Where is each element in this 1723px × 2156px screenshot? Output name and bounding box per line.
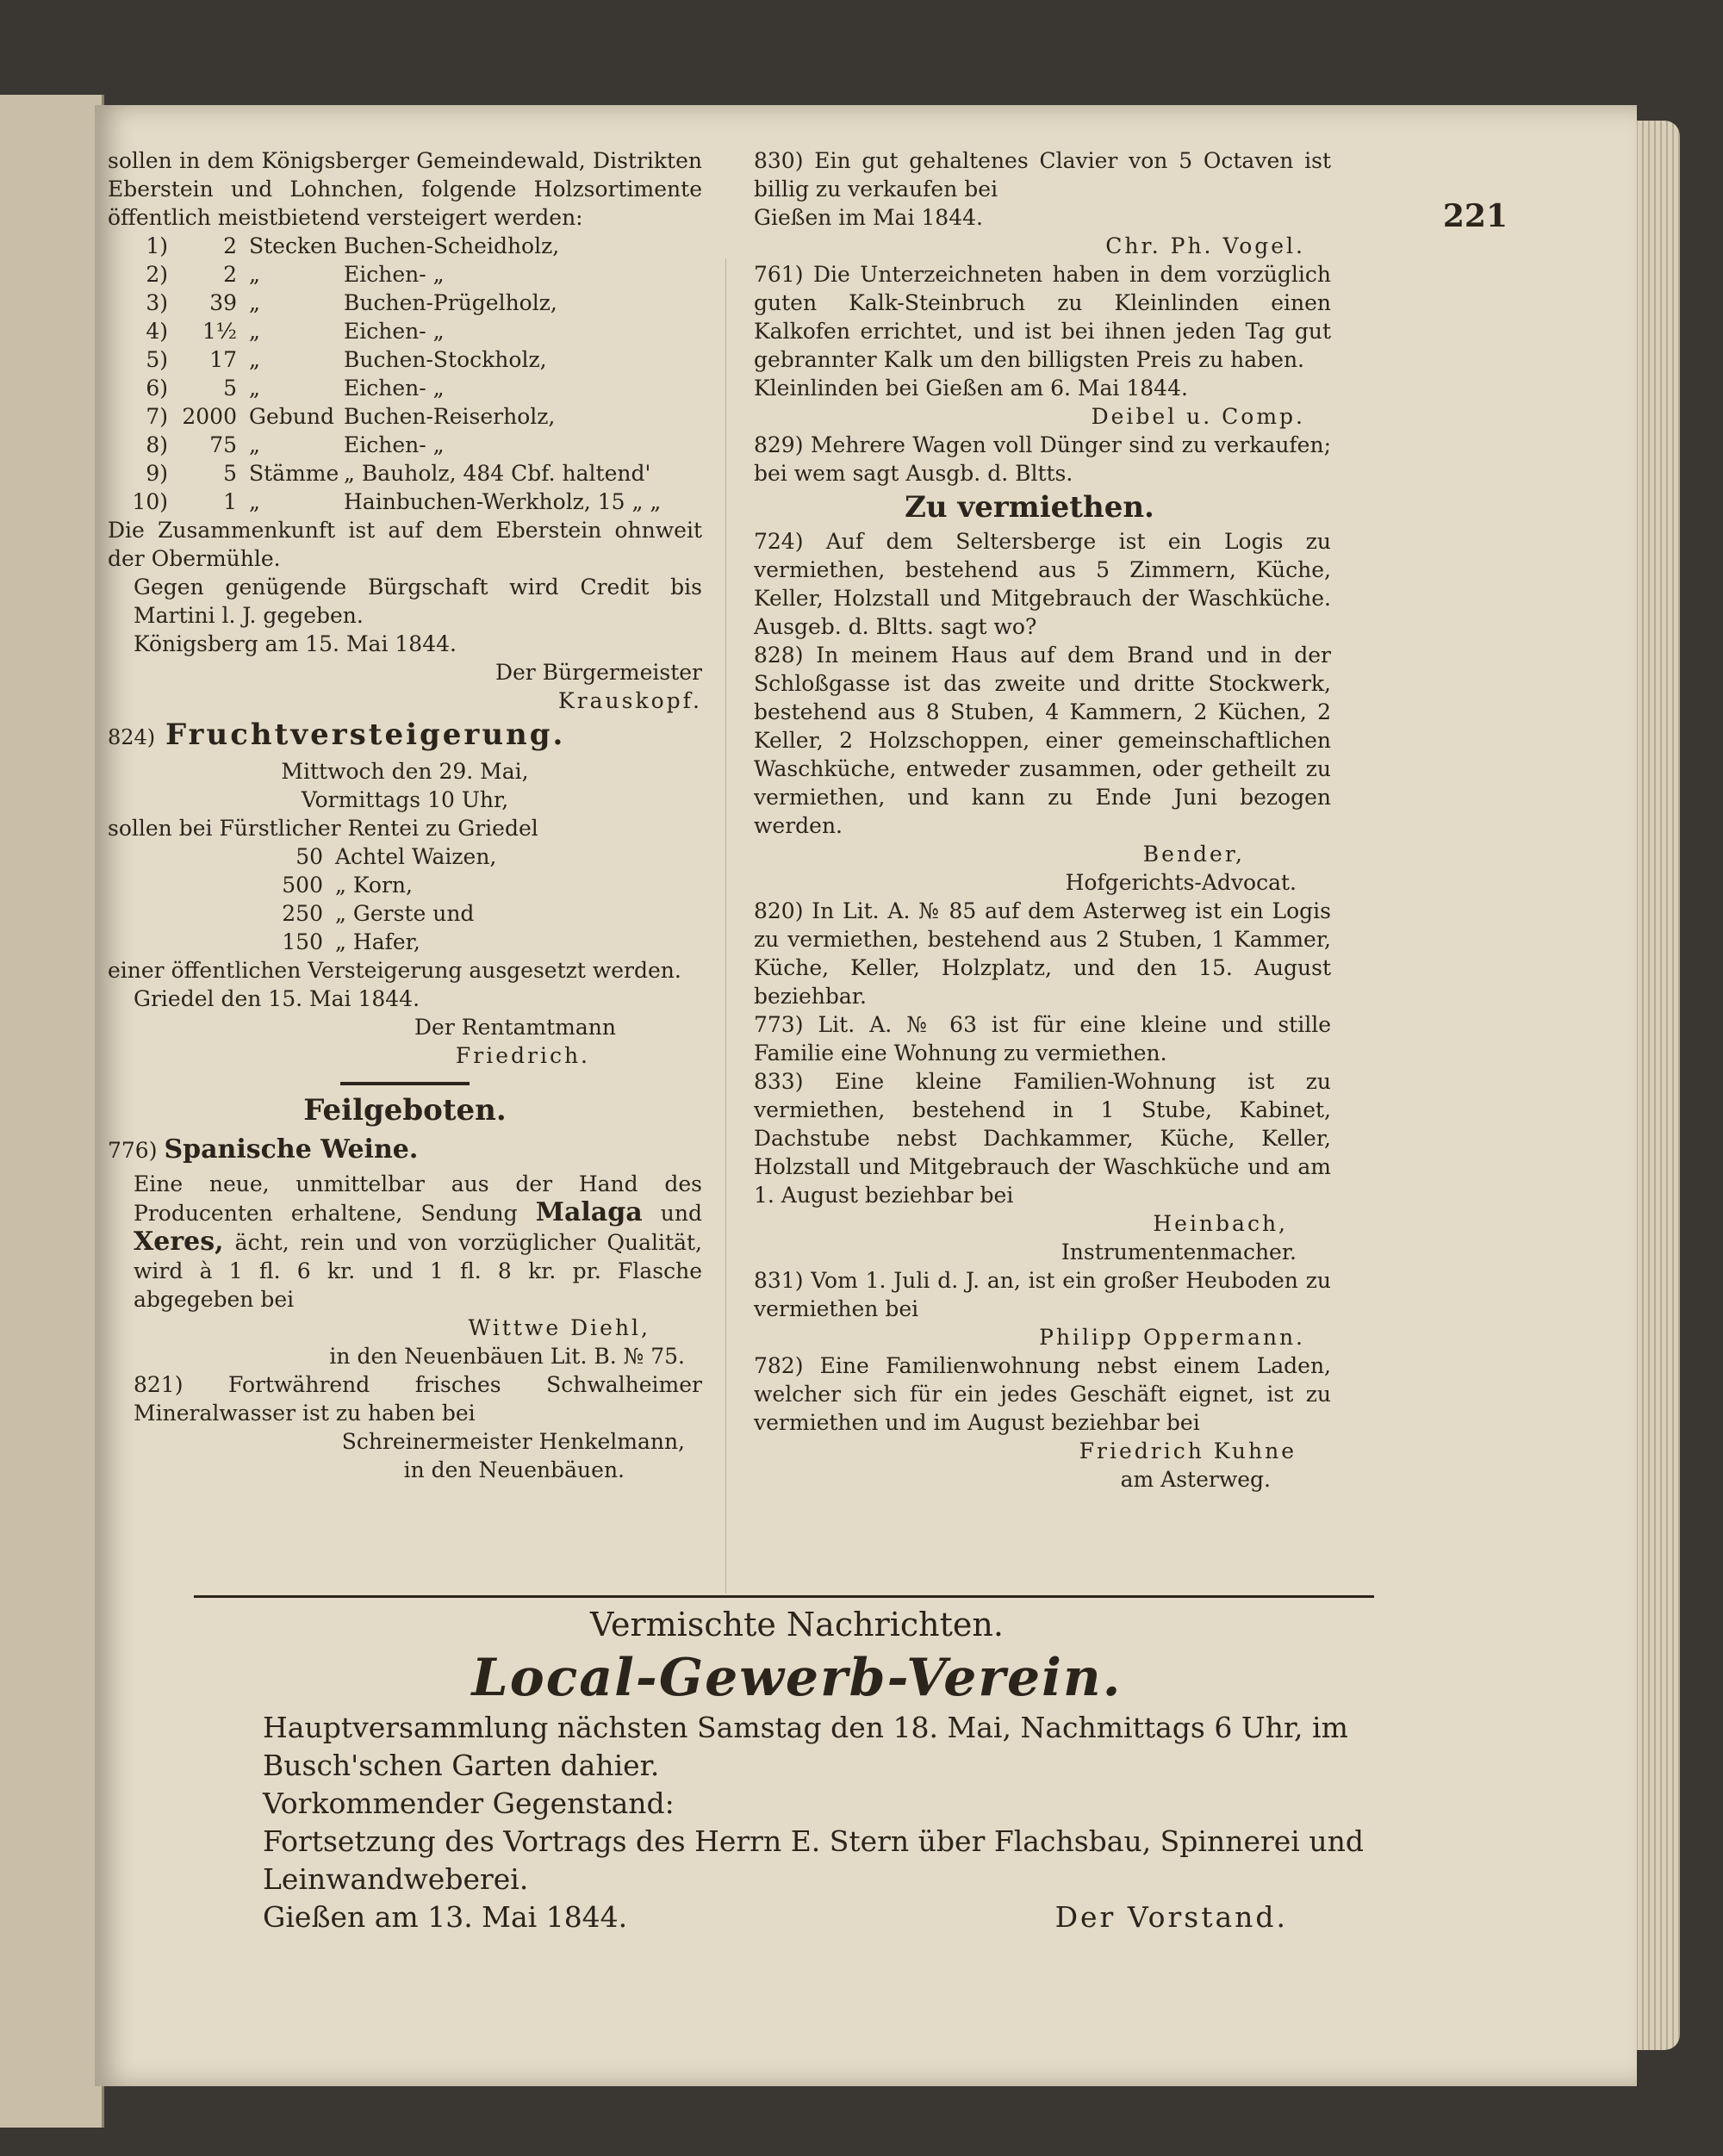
- ad-773: 773) Lit. A. № 63 ist für eine kleine und stille Familie eine Wohnung zu vermiethen.: [754, 1012, 1331, 1066]
- mixed-news-section: [194, 1602, 1400, 1936]
- previous-page-edge: [0, 95, 104, 2128]
- list-item: 4) 1½ „ Eichen- „: [146, 319, 445, 344]
- list-item: 8) 75 „ Eichen- „: [146, 432, 445, 457]
- water-text: 821) Fortwährend frisches Schwalheimer Mineralwasser ist zu haben bei: [134, 1372, 702, 1426]
- fruit-auction-time: Vormittags 10 Uhr,: [301, 787, 509, 812]
- date-griedel: Griedel den 15. Mai 1844.: [134, 986, 420, 1011]
- ad-761-date: Kleinlinden bei Gießen am 6. Mai 1844.: [754, 376, 1188, 401]
- section-zu-vermiethen: Zu vermiethen.: [905, 490, 1154, 525]
- signature-vorstand: Der Vorstand.: [1054, 1900, 1288, 1934]
- agenda-text: Fortsetzung des Vortrags des Herrn E. Stern über Flachsbau, Spinnerei und Leinwandweberei.: [263, 1824, 1364, 1896]
- wine-address: in den Neuenbäuen Lit. B. № 75.: [329, 1344, 685, 1369]
- wine-text: Eine neue, unmittelbar aus der Hand des Producenten erhaltene, Sendung Malaga und Xeres, ächt, rein und von vorzüglicher Qualität, wird à 1 fl. 6 kr. und 1 fl. 8 kr. pr. Flasche abgegeben bei: [134, 1171, 702, 1312]
- verein-title: Local-Gewerb-Verein.: [471, 1648, 1123, 1708]
- meeting-announcement: Hauptversammlung nächsten Samstag den 18. Mai, Nachmittags 6 Uhr, im Busch'schen Garten dahier.: [263, 1711, 1348, 1782]
- section-vermischte-nachrichten: Vermischte Nachrichten.: [590, 1606, 1004, 1643]
- fruit-auction-heading: 824) Fruchtversteigerung.: [108, 718, 566, 752]
- list-item: 6) 5 „ Eichen- „: [146, 376, 445, 401]
- list-item: 3) 39 „ Buchen-Prügelholz,: [146, 290, 557, 315]
- ad-831: 831) Vom 1. Juli d. J. an, ist ein großer Heuboden zu vermiethen bei: [754, 1268, 1331, 1321]
- ad-724: 724) Auf dem Seltersberge ist ein Logis zu vermiethen, bestehend aus 5 Zimmern, Küche, Keller, Holzstall und Mitgebrauch der Waschküche. Ausgeb. d. Bltts. sagt wo?: [754, 529, 1331, 639]
- ad-830-signature: Chr. Ph. Vogel.: [1105, 233, 1305, 258]
- date-koenigsberg: Königsberg am 15. Mai 1844.: [134, 631, 457, 656]
- agenda-label: Vorkommender Gegenstand:: [263, 1786, 675, 1820]
- ad-830-date: Gießen im Mai 1844.: [754, 205, 983, 230]
- fruit-auction-intro: sollen bei Fürstlicher Rentei zu Griedel: [108, 816, 538, 841]
- ad-828-title: Hofgerichts-Advocat.: [1065, 870, 1297, 895]
- ad-833-title: Instrumentenmacher.: [1061, 1240, 1297, 1264]
- ad-828: 828) In meinem Haus auf dem Brand und in der Schloßgasse ist das zweite und dritte Stockwerk, bestehend aus 8 Stuben, 4 Kammern, 2 Küchen, 2 Keller, 2 Holzschoppen, einer gemeinschaftlichen Waschküche, entweder zusammen, oder getheilt zu vermiethen, und kann zu Ende Juni bezogen werden.: [754, 643, 1331, 838]
- page-number: 221: [1442, 198, 1508, 234]
- list-item: 1) 2 Stecken Buchen-Scheidholz,: [146, 233, 560, 258]
- left-column: [108, 146, 702, 1484]
- signature-krauskopf: Krauskopf.: [558, 688, 702, 713]
- ad-831-signature: Philipp Oppermann.: [1039, 1325, 1305, 1350]
- closing-row: [194, 1898, 1400, 1936]
- meeting-text: Die Zusammenkunft ist auf dem Eberstein ohnweit der Obermühle.: [108, 518, 702, 571]
- date-giessen: Gießen am 13. Mai 1844.: [263, 1900, 628, 1934]
- list-item: 150 „ Hafer,: [282, 929, 420, 954]
- bottom-rule: [194, 1595, 1374, 1598]
- section-feilgeboten: Feilgeboten.: [303, 1093, 507, 1128]
- ad-829: 829) Mehrere Wagen voll Dünger sind zu verkaufen; bei wem sagt Ausgb. d. Bltts.: [754, 432, 1331, 486]
- list-item: 7) 2000 Gebund Buchen-Reiserholz,: [146, 404, 556, 429]
- list-item: 5) 17 „ Buchen-Stockholz,: [146, 347, 547, 372]
- ad-828-signature: Bender,: [1142, 842, 1245, 867]
- ad-833-signature: Heinbach,: [1153, 1211, 1288, 1236]
- list-item: 10) 1 „ Hainbuchen-Werkholz, 15 „ „: [132, 489, 662, 514]
- section-rule: [340, 1082, 470, 1085]
- column-divider: [725, 258, 726, 1594]
- ad-761-signature: Deibel u. Comp.: [1091, 404, 1305, 429]
- ad-761: 761) Die Unterzeichneten haben in dem vorzüglich guten Kalk-Steinbruch zu Kleinlinden einen Kalkofen errichtet, und ist bei ihnen jeden Tag gut gebrannter Kalk um den billigsten Preis zu haben.: [754, 262, 1331, 372]
- ad-782-address: am Asterweg.: [1120, 1467, 1271, 1492]
- grain-list: [108, 842, 702, 956]
- right-column: [728, 146, 1331, 1494]
- ad-782-signature: Friedrich Kuhne: [1079, 1438, 1297, 1463]
- list-item: 500 „ Korn,: [282, 873, 413, 898]
- list-item: 2) 2 „ Eichen- „: [146, 262, 445, 287]
- list-item: 9) 5 Stämme „ Bauholz, 484 Cbf. haltend': [146, 461, 651, 486]
- wood-list: [108, 232, 702, 516]
- ad-833: 833) Eine kleine Familien-Wohnung ist zu vermiethen, bestehend in 1 Stube, Kabinet, Dachstube nebst Dachkammer, Küche, Keller, Holzstall und Mitgebrauch der Waschküche und am 1. August beziehbar bei: [754, 1069, 1331, 1208]
- water-address: in den Neuenbäuen.: [403, 1457, 625, 1482]
- ad-782: 782) Eine Familienwohnung nebst einem Laden, welcher sich für ein jedes Geschäft eignet, ist zu vermiethen und im August beziehbar bei: [754, 1353, 1331, 1435]
- ad-820: 820) In Lit. A. № 85 auf dem Asterweg ist ein Logis zu vermiethen, bestehend aus 2 Stuben, 1 Kammer, Küche, Keller, Holzplatz, und den 15. August beziehbar.: [754, 898, 1331, 1009]
- fruit-auction-outro: einer öffentlichen Versteigerung ausgesetzt werden.: [108, 958, 681, 983]
- signature-diehl: Wittwe Diehl,: [468, 1315, 650, 1340]
- list-item: 250 „ Gerste und: [282, 901, 475, 926]
- signature-henkelmann: Schreinermeister Henkelmann,: [341, 1429, 685, 1454]
- credit-text: Gegen genügende Bürgschaft wird Credit bis Martini l. J. gegeben.: [134, 575, 702, 628]
- wood-auction-intro: sollen in dem Königsberger Gemeindewald, Distrikten Eberstein und Lohnchen, folgende Holzsortimente öffentlich meistbietend versteigert werden:: [108, 148, 702, 230]
- list-item: 50 Achtel Waizen,: [295, 844, 497, 869]
- signature-title-2: Der Rentamtmann: [414, 1015, 616, 1040]
- fruit-auction-day: Mittwoch den 29. Mai,: [281, 759, 529, 784]
- ad-830: 830) Ein gut gehaltenes Clavier von 5 Octaven ist billig zu verkaufen bei: [754, 148, 1331, 202]
- wine-heading: 776) Spanische Weine.: [108, 1134, 419, 1165]
- signature-friedrich: Friedrich.: [455, 1043, 590, 1068]
- signature-title: Der Bürgermeister: [495, 660, 702, 685]
